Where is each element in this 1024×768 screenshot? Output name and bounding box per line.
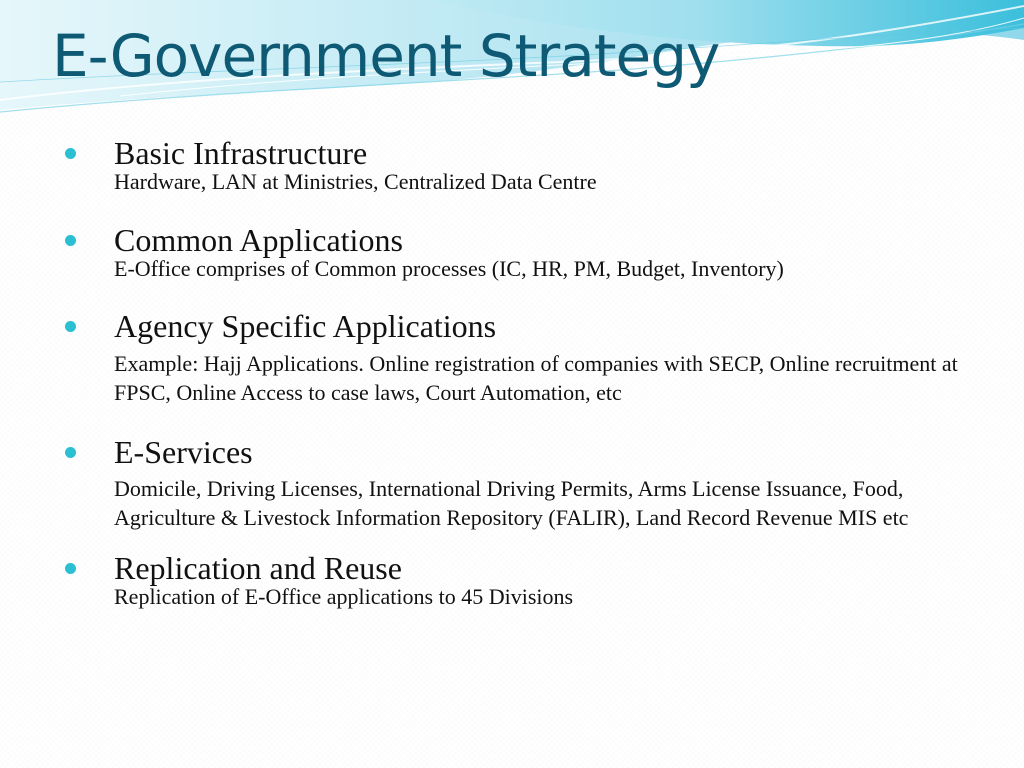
bullet-detail: E-Office comprises of Common processes (IC, HR, PM, Budget, Inventory) — [114, 256, 784, 281]
bullet-item-e-services — [62, 435, 962, 532]
bullet-dot-icon — [65, 563, 76, 574]
bullet-list — [62, 136, 962, 611]
slide-title: E-Government Strategy — [52, 22, 720, 90]
bullet-item-replication-and-reuse — [62, 551, 962, 611]
bullet-dot-icon — [65, 235, 76, 246]
bullet-dot-icon — [65, 447, 76, 458]
bullet-detail: Example: Hajj Applications. Online registration of companies with SECP, Online recruitment at FPSC, Online Access to case laws, Court Automation, etc — [114, 351, 958, 405]
bullet-detail: Domicile, Driving Licenses, International Driving Permits, Arms License Issuance, Food, Agriculture & Livestock Information Repository (FALIR), Land Record Revenue MIS etc — [114, 476, 909, 530]
bullet-heading: Replication and Reuse — [114, 550, 402, 586]
bullet-item-common-applications — [62, 223, 962, 283]
bullet-item-basic-infrastructure — [62, 136, 962, 196]
bullet-detail: Hardware, LAN at Ministries, Centralized Data Centre — [114, 169, 597, 194]
bullet-detail: Replication of E-Office applications to 45 Divisions — [114, 584, 574, 609]
bullet-dot-icon — [65, 321, 76, 332]
bullet-dot-icon — [65, 148, 76, 159]
bullet-item-agency-specific-applications — [62, 309, 962, 407]
bullet-heading: Agency Specific Applications — [114, 308, 497, 344]
bullet-heading: E-Services — [114, 434, 253, 470]
bullet-heading: Basic Infrastructure — [114, 135, 368, 171]
bullet-heading: Common Applications — [114, 222, 403, 258]
